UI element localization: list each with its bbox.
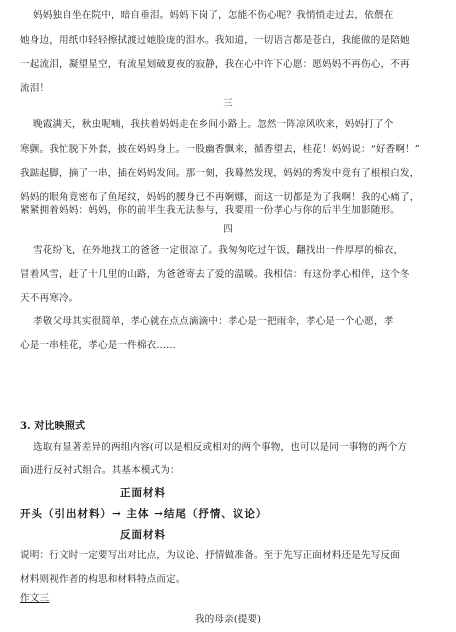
schema-top-label: 正面材料: [120, 487, 166, 499]
section3-line-5: 紧紧拥着妈妈：妈妈，你的前半生我无法参与，我要用一份孝心与你的后半生加影随形。: [20, 205, 401, 216]
section4-line-2: 冒着风雪，赶了十几里的山路，为爸爸寄去了爱的温暖。我相信：有这份孝心相伴，这个冬: [20, 269, 410, 280]
method-desc-line-1: 选取有显著差异的两组内容(可以是相反或相对的两个事物，也可以是同一事物的两个方: [33, 442, 408, 453]
schema-bottom-label: 反面材料: [120, 529, 166, 541]
section3-line-4: 妈妈的眼角竟密布了鱼尾纹，妈妈的腰身已不再婀娜，而这一切都是为了我啊！我的心痛了，: [20, 192, 420, 203]
section3-line-3: 我踮起脚，摘了一串，插在妈妈发间。那一刻，我蓦然发现，妈妈的秀发中竟有了根根白发，: [20, 168, 420, 179]
method-desc-line-2: 面)进行反衬式组合。其基本模式为：: [20, 465, 180, 476]
section2-line-4: 流泪！: [20, 83, 50, 94]
section2-line-1: 妈妈独自坐在院中，暗自垂泪。妈妈下岗了，怎能不伤心呢？我悄悄走过去，依偎在: [33, 10, 394, 21]
section3-number: 三: [223, 98, 233, 109]
section2-line-2: 她身边，用纸巾轻轻擦拭渡过她脸庞的泪水。我知道，一切语言都是苍白，我能做的是陪她: [20, 35, 410, 46]
section4-line-3: 天不再寒冷。: [20, 293, 79, 304]
section2-line-3: 一起流泪，凝望星空，有流星划破夏夜的寂静，我在心中许下心愿：愿妈妈不再伤心，不再: [20, 59, 410, 70]
section3-line-1: 晚霞满天，秋虫呢喃，我扶着妈妈走在乡间小路上。忽然一阵凉风吹来，妈妈打了个: [33, 119, 394, 130]
essay-title: 我的母亲(提要): [194, 614, 262, 625]
method-note-line-2: 材料则视作者的构思和材料特点而定。: [20, 574, 186, 585]
section4-line-4: 孝敬父母其实很简单，孝心就在点点滴滴中：孝心是一把雨伞，孝心是一个心愿，孝: [33, 316, 394, 327]
method-heading: 3. 对比映照式: [20, 421, 86, 432]
method-note-line-1: 说明：行文时一定要写出对比点，为议论、抒情做准备。至于先写正面材料还是先写反面: [20, 550, 401, 561]
section4-number: 四: [223, 224, 233, 235]
section4-line-1: 雪花纷飞，在外地找工的爸爸一定很凉了。我匆匆吃过午饭，翻找出一件厚厚的棉衣，: [33, 245, 404, 256]
section3-line-2: 寒颤。我忙脱下外套，披在妈妈身上。一股幽香飘来，循香望去，桂花！妈妈说：“好香啊！”: [20, 144, 420, 155]
schema-flow: 开头（引出材料）→ 主体 →结尾（抒情、议论）: [20, 508, 268, 520]
section4-line-5: 心是一串桂花，孝心是一件棉衣……: [20, 340, 176, 351]
essay-label: 作文三: [20, 593, 50, 604]
